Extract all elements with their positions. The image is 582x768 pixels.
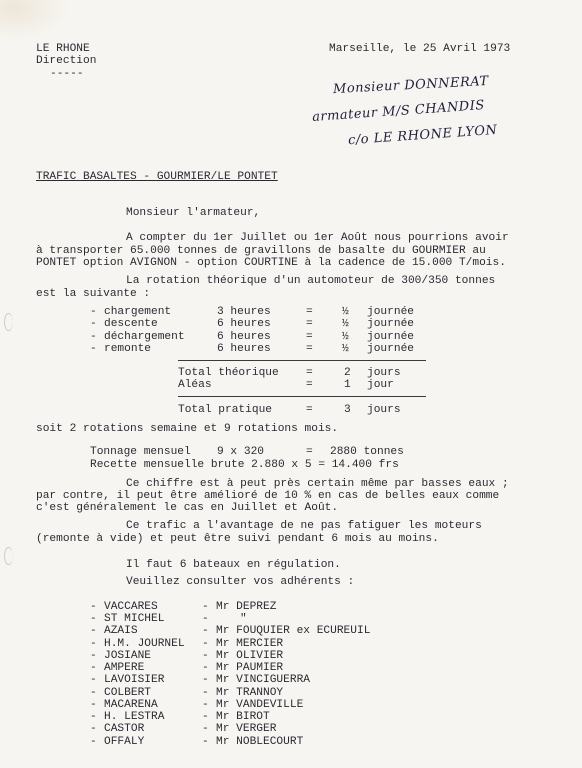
cell-text: - [90,601,97,613]
cell-text: 2 [344,367,351,379]
cell-text: Mr FOUQUIER ex ECUREUIL [216,625,371,637]
rotation-row [0,343,582,355]
rotation-row [0,318,582,330]
sum-rule [178,360,426,361]
vessel-row [0,699,582,711]
letter-subject: TRAFIC BASALTES - GOURMIER/LE PONTET [36,171,278,183]
cell-text: - [202,711,209,723]
cell-text: 6 heures [217,331,271,343]
cell-text: - [90,662,97,674]
org-underline: ----- [50,68,84,80]
cell-text: LAVOISIER [104,674,165,686]
org-department: Direction [36,55,97,67]
cell-text: 2880 tonnes [330,446,404,458]
vessel-row [0,662,582,674]
paragraph-line: par contre, il peut être amélioré de 10 % en cas de belles eaux comme [36,490,500,502]
cell-text: - [202,736,209,748]
paragraph-line: à transporter 65.000 tonnes de gravillons de basalte du GOURMIER au [36,245,486,257]
cell-text: - [202,625,209,637]
paragraph-line: A compter du 1er Juillet ou 1er Août nous pourrions avoir [126,232,509,244]
cell-text: Mr OLIVIER [216,650,284,662]
cell-text: journée [367,318,414,330]
paragraph-line: Ce trafic a l'avantage de ne pas fatiguer les moteurs [126,520,482,532]
cell-text: Mr VANDEVILLE [216,699,304,711]
total-row [0,367,582,379]
cell-text: H. LESTRA [104,711,165,723]
recette-line: Recette mensuelle brute 2.880 x 5 = 14.400 frs [90,459,399,471]
cell-text: AMPERE [104,662,145,674]
rotation-row [0,306,582,318]
cell-text: remonte [104,343,151,355]
cell-text: = [306,379,313,391]
cell-text: AZAIS [104,625,138,637]
cell-text: - [90,711,97,723]
paragraph-line: (remonte à vide) et peut être suivi pendant 6 mois au moins. [36,533,439,545]
vessel-row [0,723,582,735]
cell-text: H.M. JOURNEL [104,638,185,650]
cell-text: - [202,699,209,711]
cell-text: - [90,638,97,650]
paragraph-line: c'est généralement le cas en Juillet et Août. [36,502,339,514]
punch-hole-mark [4,547,13,565]
cell-text: 3 heures [217,306,271,318]
vessel-row [0,711,582,723]
cell-text: déchargement [104,331,185,343]
cell-text: - [202,674,209,686]
cell-text: 9 x 320 [217,446,264,458]
cell-text: = [306,331,313,343]
cell-text: - [90,625,97,637]
total-row [0,379,582,391]
cell-text: - [90,736,97,748]
vessel-row [0,650,582,662]
cell-text: - [90,674,97,686]
cell-text: Mr DEPREZ [216,601,277,613]
vessel-row [0,736,582,748]
handwritten-care-of: c/o LE RHONE LYON [347,122,498,149]
cell-text: = [306,343,313,355]
cell-text: 6 heures [217,343,271,355]
sum-rule [178,396,426,397]
cell-text: - [202,687,209,699]
handwritten-addressee: Monsieur DONNERAT [332,73,490,98]
cell-text: - [202,723,209,735]
cell-text: Mr MERCIER [216,638,284,650]
cell-text: ½ [342,343,349,355]
cell-text: Total pratique [178,404,272,416]
cell-text: Mr VINCIGUERRA [216,674,310,686]
cell-text: Total théorique [178,367,279,379]
cell-text: ST MICHEL [104,613,165,625]
cell-text: 6 heures [217,318,271,330]
cell-text: - [90,306,97,318]
cell-text: 1 [344,379,351,391]
cell-text: Mr NOBLECOURT [216,736,304,748]
cell-text: journée [367,331,414,343]
cell-text: Mr BIROT [216,711,270,723]
cell-text: Tonnage mensuel [90,446,191,458]
cell-text: - [202,601,209,613]
org-name: LE RHONE [36,43,90,55]
paragraph-line: La rotation théorique d'un automoteur de 300/350 tonnes [126,275,496,287]
cell-text: ½ [342,331,349,343]
cell-text: VACCARES [104,601,158,613]
cell-text: jours [367,404,401,416]
cell-text: ½ [342,306,349,318]
cell-text: - [90,687,97,699]
cell-text: jour [367,379,394,391]
cell-text: = [306,318,313,330]
salutation: Monsieur l'armateur, [126,207,261,219]
cell-text: - [202,613,209,625]
cell-text: Mr PAUMIER [216,662,284,674]
vessel-row [0,601,582,613]
cell-text: COLBERT [104,687,151,699]
cell-text: - [90,650,97,662]
rotations-summary: soit 2 rotations semaine et 9 rotations mois. [36,423,339,435]
paragraph-line: Ce chiffre est à peut près certain même par basses eaux ; [126,478,509,490]
punch-hole-mark [4,313,13,331]
cell-text: - [202,638,209,650]
rotation-row [0,331,582,343]
cell-text: = [306,446,313,458]
cell-text: OFFALY [104,736,145,748]
vessel-row [0,625,582,637]
tonnage-row [0,446,582,458]
cell-text: 3 [344,404,351,416]
cell-text: - [90,613,97,625]
paragraph-line: Veuillez consulter vos adhérents : [126,576,355,588]
cell-text: ½ [342,318,349,330]
cell-text: - [90,723,97,735]
cell-text: - [202,650,209,662]
cell-text: Mr TRANNOY [216,687,284,699]
vessel-row [0,674,582,686]
cell-text: CASTOR [104,723,145,735]
cell-text: descente [104,318,158,330]
vessel-row [0,638,582,650]
vessel-row [0,687,582,699]
cell-text: Aléas [178,379,212,391]
cell-text: MACARENA [104,699,158,711]
cell-text: - [90,699,97,711]
cell-text: = [306,404,313,416]
cell-text: - [90,318,97,330]
cell-text: chargement [104,306,172,318]
paper-stain [0,0,70,40]
handwritten-ship: armateur M/S CHANDIS [311,97,486,126]
cell-text: journée [367,343,414,355]
cell-text: jours [367,367,401,379]
paragraph-line: PONTET option AVIGNON - option COURTINE à la cadence de 15.000 T/mois. [36,257,506,269]
cell-text: = [306,367,313,379]
vessel-row [0,613,582,625]
cell-text: = [306,306,313,318]
cell-text: - [90,343,97,355]
cell-text: journée [367,306,414,318]
cell-text: JOSIANE [104,650,151,662]
cell-text: Mr VERGER [216,723,277,735]
total-pratique-row [0,404,582,416]
cell-text: - [202,662,209,674]
paragraph-line: est la suivante : [36,288,151,300]
cell-text: - [90,331,97,343]
place-date: Marseille, le 25 Avril 1973 [329,43,511,55]
cell-text: " [240,613,247,625]
paragraph-line: Il faut 6 bateaux en régulation. [126,559,341,571]
